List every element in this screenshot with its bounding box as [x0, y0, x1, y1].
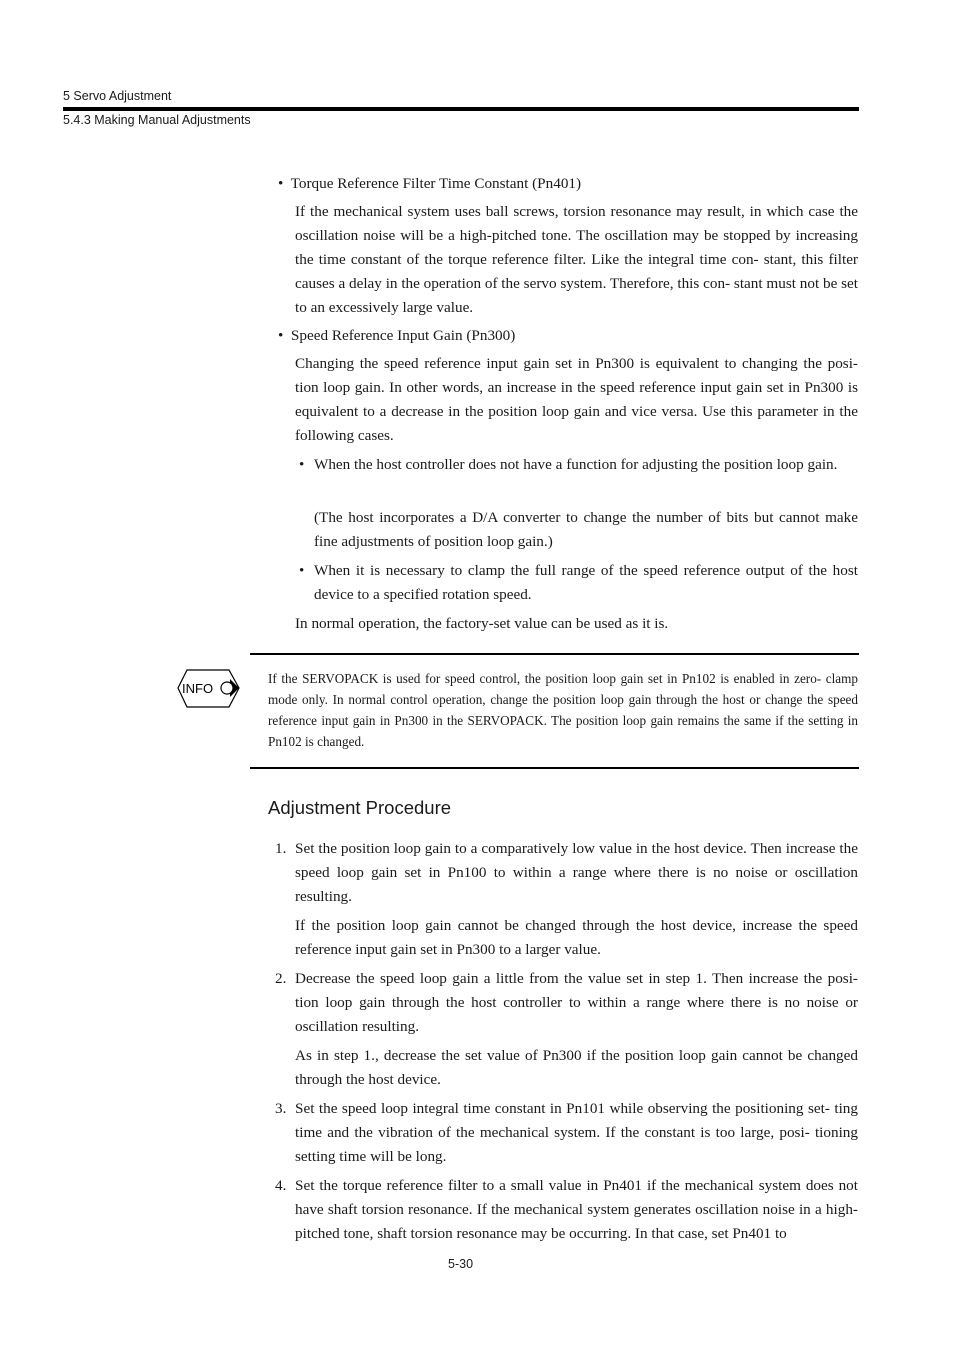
page-number: 5-30 — [448, 1257, 474, 1271]
case-1-note: (The host incorporates a D/A converter to change the number of bits but cannot make fine adjustments of position loop gain.) — [314, 509, 858, 550]
info-top-rule — [250, 653, 859, 655]
step-number: 2. — [275, 970, 287, 987]
case-bullet-mark: • — [299, 456, 305, 473]
step-number: 3. — [275, 1100, 287, 1117]
case-bullet-mark: • — [299, 562, 305, 579]
step-number: 1. — [275, 840, 287, 857]
bullet-mark: • — [278, 175, 284, 192]
torque-filter-body: If the mechanical system uses ball screws, torsion resonance may result, in which case the oscillation noise will be a high-pitched tone. The oscillation may be stopped by increasing the time constant of the torque reference filter. Like the integral time con- stant, this filter causes a delay in the operation of the servo system. Therefore, this con- stant must not be set to an excessively large value. — [295, 203, 858, 316]
step-number: 4. — [275, 1177, 287, 1194]
info-icon-label: INFO — [182, 681, 214, 696]
case-1-text: When the host controller does not have a function for adjusting the position loop gain. — [314, 456, 838, 473]
bullet-mark: • — [278, 327, 284, 344]
step-2-note: As in step 1., decrease the set value of Pn300 if the position loop gain cannot be changed through the host device. — [295, 1047, 858, 1088]
case-2-text: When it is necessary to clamp the full range of the speed reference output of the host device to a specified rotation speed. — [314, 562, 858, 603]
info-text: If the SERVOPACK is used for speed control, the position loop gain set in Pn102 is enabled in zero- clamp mode only. In normal control operation, change the position loop gain through the host or change the speed reference input gain in Pn300 in the SERVOPACK. The position loop gain remains the same if the setting in Pn102 is changed. — [268, 671, 858, 749]
header-rule — [63, 107, 859, 111]
bullet-title: Speed Reference Input Gain (Pn300) — [290, 327, 516, 344]
info-icon — [177, 669, 241, 714]
step-1-note: If the position loop gain cannot be changed through the host device, increase the speed reference input gain set in Pn300 to a larger value. — [295, 917, 858, 958]
step-3-text: Set the speed loop integral time constant in Pn101 while observing the positioning set- ting time and the vibration of the mechanical system. If the constant is too large, posi- tioning setting time will be long. — [295, 1100, 858, 1165]
bullet-speed-gain — [278, 324, 515, 348]
bullet-title: Torque Reference Filter Time Constant (Pn401) — [290, 175, 582, 192]
step-4-text: Set the torque reference filter to a small value in Pn401 if the mechanical system does not have shaft torsion resonance. If the mechanical system generates oscillation noise in a high-pitched tone, shaft torsion resonance may be occurring. In that case, set Pn401 to — [295, 1177, 858, 1242]
speed-gain-body: Changing the speed reference input gain set in Pn300 is equivalent to changing the posi- tion loop gain. In other words, an increase in the speed reference input gain set in Pn300 is equivalent to a decrease in the position loop gain and vice versa. Use this parameter in the following cases. — [295, 355, 858, 444]
step-2-text: Decrease the speed loop gain a little from the value set in step 1. Then increase the posi- tion loop gain through the host controller to within a range where there is no noise or oscillation resulting. — [295, 970, 858, 1035]
normal-operation-text: In normal operation, the factory-set value can be used as it is. — [295, 615, 669, 632]
step-1-text: Set the position loop gain to a comparatively low value in the host device. Then increase the speed loop gain set in Pn100 to within a range where there is no noise or oscillation resulting. — [295, 840, 858, 905]
procedure-heading: Adjustment Procedure — [268, 797, 452, 818]
chapter-header: 5 Servo Adjustment — [63, 89, 172, 103]
bullet-torque-filter — [278, 172, 581, 196]
section-header: 5.4.3 Making Manual Adjustments — [63, 113, 251, 127]
info-bottom-rule — [250, 767, 859, 769]
